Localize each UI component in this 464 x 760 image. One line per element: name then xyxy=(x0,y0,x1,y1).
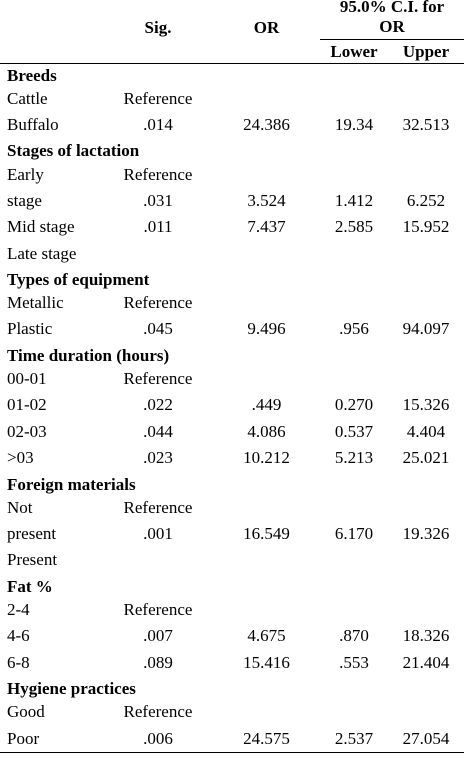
section-title: Foreign materials xyxy=(7,475,136,494)
cell-sig: Reference xyxy=(123,293,193,312)
table-row xyxy=(0,188,464,214)
table-row xyxy=(0,547,464,573)
cell-lower: .553 xyxy=(339,653,369,672)
table-row xyxy=(0,699,464,725)
cell-upper: 19.326 xyxy=(402,524,450,543)
table-row xyxy=(0,392,464,418)
table-row xyxy=(0,650,464,676)
cell-sig: Reference xyxy=(123,498,193,517)
table-row xyxy=(0,597,464,623)
cell-or: 9.496 xyxy=(247,319,286,338)
cell-or: 10.212 xyxy=(243,448,290,467)
table-row xyxy=(0,316,464,342)
section-header-row xyxy=(0,138,464,164)
cell-upper: 32.513 xyxy=(402,115,450,134)
table-row xyxy=(0,366,464,392)
cell-or: 3.524 xyxy=(247,191,286,210)
table-bottom-rule xyxy=(0,752,464,753)
row-label: Metallic xyxy=(7,293,64,312)
row-label: 02-03 xyxy=(7,422,47,441)
cell-or: 15.416 xyxy=(243,653,290,672)
cell-upper: 94.097 xyxy=(402,319,450,338)
column-header-upper: Upper xyxy=(402,42,450,61)
table-row xyxy=(0,495,464,521)
row-label: Buffalo xyxy=(7,115,59,134)
cell-upper: 6.252 xyxy=(406,191,446,210)
row-label: 4-6 xyxy=(7,626,30,645)
cell-or: 4.086 xyxy=(247,422,286,441)
cell-sig: Reference xyxy=(123,702,193,721)
section-title: Fat % xyxy=(7,577,53,596)
cell-sig: .031 xyxy=(143,191,173,210)
cell-sig: .044 xyxy=(143,422,173,441)
cell-or: 4.675 xyxy=(247,626,286,645)
cell-or: 24.386 xyxy=(243,115,290,134)
cell-sig: .001 xyxy=(143,524,173,543)
cell-or: 7.437 xyxy=(247,217,286,236)
cell-sig: Reference xyxy=(123,600,193,619)
table-row xyxy=(0,419,464,445)
column-header-ci-line1: 95.0% C.I. for xyxy=(339,0,445,16)
cell-upper: 15.326 xyxy=(402,395,450,414)
column-header-ci-line2: OR xyxy=(379,17,405,36)
table-row xyxy=(0,445,464,471)
cell-lower: 0.537 xyxy=(334,422,374,441)
ci-divider xyxy=(320,39,464,40)
cell-lower: .870 xyxy=(339,626,369,645)
section-title: Hygiene practices xyxy=(7,679,136,698)
table-row xyxy=(0,521,464,547)
cell-lower: 19.34 xyxy=(334,115,374,134)
table-row xyxy=(0,726,464,752)
table-row xyxy=(0,112,464,138)
table-row xyxy=(0,290,464,316)
row-label: Good xyxy=(7,702,45,721)
row-label: Mid stage xyxy=(7,217,75,236)
cell-or: 24.575 xyxy=(243,729,290,748)
row-label: Cattle xyxy=(7,89,48,108)
cell-sig: .006 xyxy=(143,729,173,748)
cell-upper: 18.326 xyxy=(402,626,450,645)
table-row xyxy=(0,86,464,112)
cell-lower: .956 xyxy=(339,319,369,338)
row-label: Not xyxy=(7,498,33,517)
table-row xyxy=(0,162,464,188)
row-label: 01-02 xyxy=(7,395,47,414)
table-row xyxy=(0,241,464,267)
cell-sig: Reference xyxy=(123,369,193,388)
cell-sig: Reference xyxy=(123,89,193,108)
row-label: 00-01 xyxy=(7,369,47,388)
cell-sig: .089 xyxy=(143,653,173,672)
row-label: Late stage xyxy=(7,244,77,263)
cell-lower: 5.213 xyxy=(334,448,374,467)
cell-sig: .023 xyxy=(143,448,173,467)
column-header-lower: Lower xyxy=(330,42,378,61)
cell-lower: 6.170 xyxy=(334,524,374,543)
cell-sig: .045 xyxy=(143,319,173,338)
section-title: Stages of lactation xyxy=(7,141,140,160)
row-label: >03 xyxy=(7,448,34,467)
section-title: Breeds xyxy=(7,66,57,85)
cell-or: .449 xyxy=(251,395,282,414)
cell-upper: 27.054 xyxy=(402,729,450,748)
row-label: Poor xyxy=(7,729,40,748)
cell-lower: 0.270 xyxy=(334,395,374,414)
section-title: Time duration (hours) xyxy=(7,346,170,365)
cell-sig: .007 xyxy=(143,626,173,645)
row-label: 2-4 xyxy=(7,600,30,619)
cell-lower: 2.585 xyxy=(334,217,374,236)
cell-upper: 4.404 xyxy=(406,422,446,441)
table-row xyxy=(0,623,464,649)
column-header-or: OR xyxy=(253,18,280,37)
column-header-sig: Sig. xyxy=(144,18,172,37)
section-title: Types of equipment xyxy=(7,270,150,289)
cell-upper: 25.021 xyxy=(402,448,450,467)
row-label: stage xyxy=(7,191,42,210)
cell-sig: .011 xyxy=(143,217,173,236)
cell-lower: 2.537 xyxy=(334,729,374,748)
table-row xyxy=(0,214,464,240)
cell-upper: 15.952 xyxy=(402,217,450,236)
row-label: present xyxy=(7,524,57,543)
cell-sig: .022 xyxy=(143,395,173,414)
cell-sig: Reference xyxy=(123,165,193,184)
cell-upper: 21.404 xyxy=(402,653,450,672)
row-label: Plastic xyxy=(7,319,53,338)
cell-sig: .014 xyxy=(143,115,173,134)
cell-lower: 1.412 xyxy=(334,191,374,210)
row-label: Early xyxy=(7,165,44,184)
row-label: 6-8 xyxy=(7,653,30,672)
cell-or: 16.549 xyxy=(243,524,290,543)
row-label: Present xyxy=(7,550,58,569)
